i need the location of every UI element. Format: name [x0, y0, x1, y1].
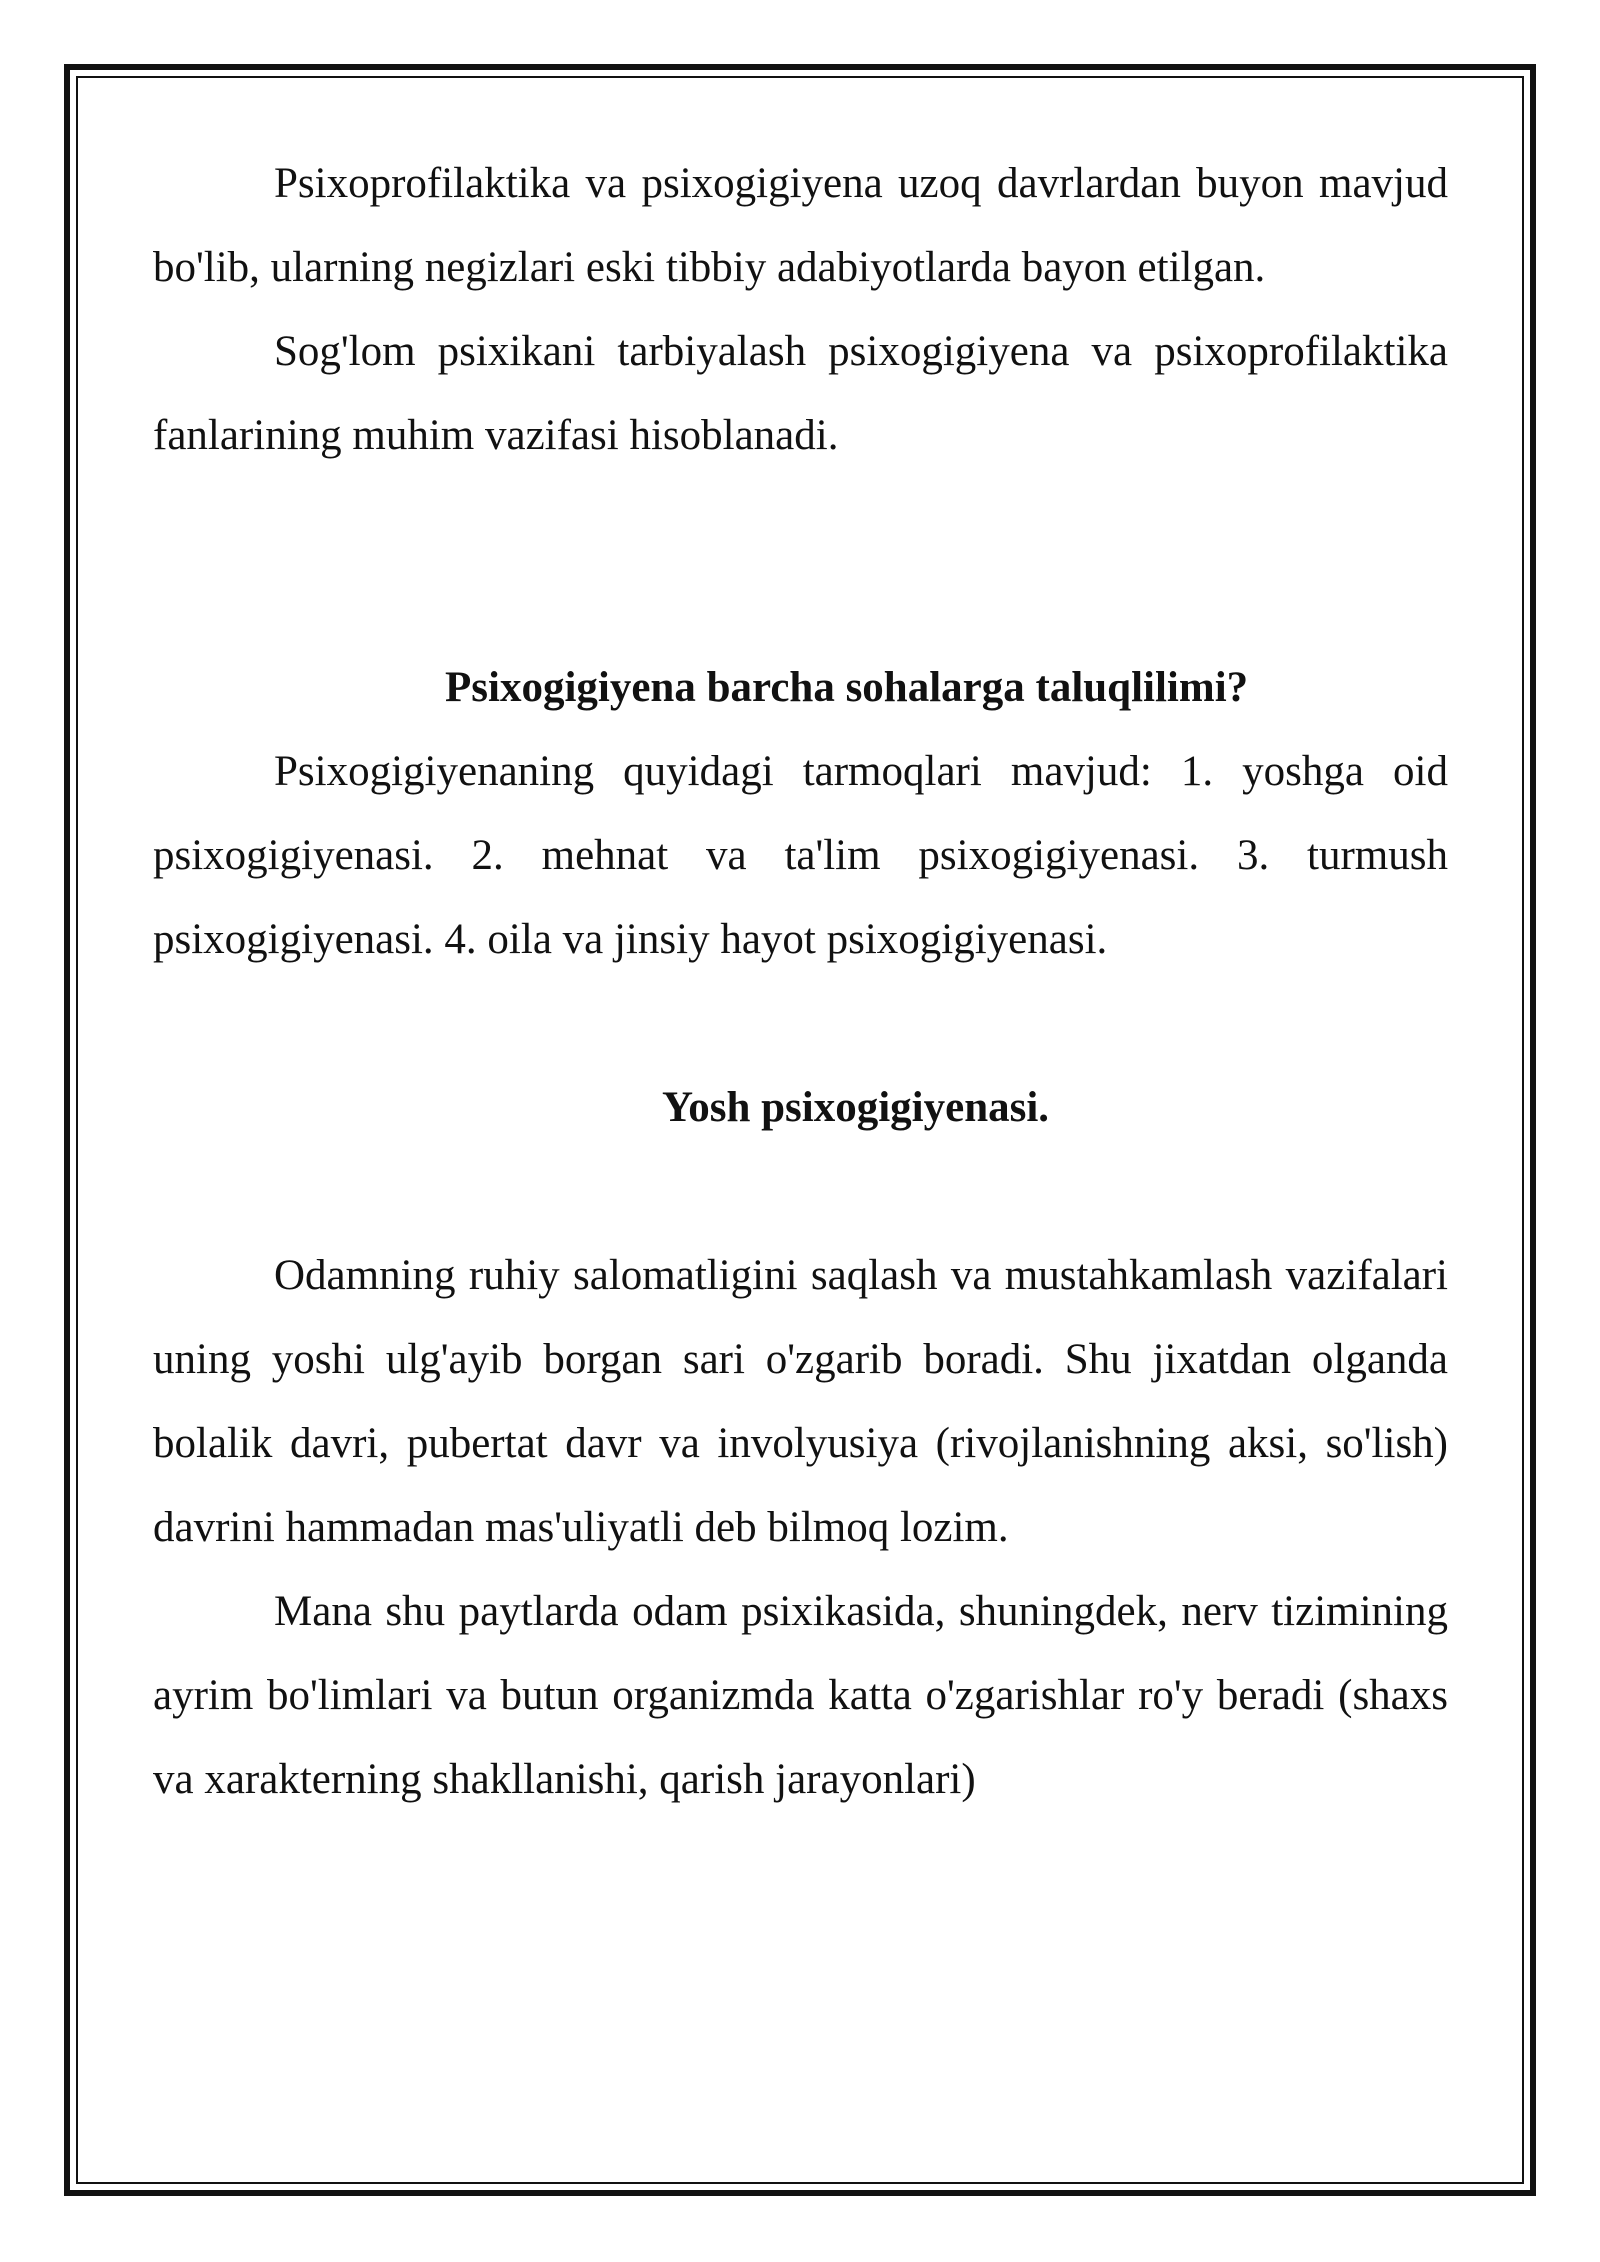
intro-paragraph-2: Sog'lom psixikani tarbiyalash psixogigiyena va psixoprofilaktika fanlarining muhim vazifasi hisoblanadi. — [153, 328, 1448, 459]
age-paragraph-2: Mana shu paytlarda odam psixikasida, shuningdek, nerv tizimining ayrim bo'limlari va butun organizmda katta o'zgarishlar ro'y beradi (shaxs va xarakterning shakllanishi, qarish jarayonlari) — [153, 1588, 1448, 1803]
branches-paragraph: Psixogigiyenaning quyidagi tarmoqlari mavjud: 1. yoshga oid psixogigiyenasi. 2. mehnat va ta'lim psixogigiyenasi. 3. turmush psixogigiyenasi. 4. oila va jinsiy hayot psixogigiyenasi. — [153, 748, 1448, 963]
vertical-spacer — [153, 1150, 1448, 1234]
vertical-spacer — [153, 478, 1448, 646]
document-body — [153, 142, 1448, 1822]
age-paragraph-1: Odamning ruhiy salomatligini saqlash va mustahkamlash vazifalari uning yoshi ulg'ayib borgan sari o'zgarib boradi. Shu jixatdan olganda bolalik davri, pubertat davr va involyusiya (rivojlanishning aksi, so'lish) davrini hammadan mas'uliyatli deb bilmoq lozim. — [153, 1252, 1448, 1551]
section-heading-psixogigiyena: Psixogigiyena barcha sohalarga taluqlilimi? — [445, 664, 1249, 711]
section-heading-yosh: Yosh psixogigiyenasi. — [661, 1084, 1050, 1131]
vertical-spacer — [153, 982, 1448, 1066]
intro-paragraph-1: Psixoprofilaktika va psixogigiyena uzoq davrlardan buyon mavjud bo'lib, ularning negizlari eski tibbiy adabiyotlarda bayon etilgan. — [153, 160, 1448, 291]
